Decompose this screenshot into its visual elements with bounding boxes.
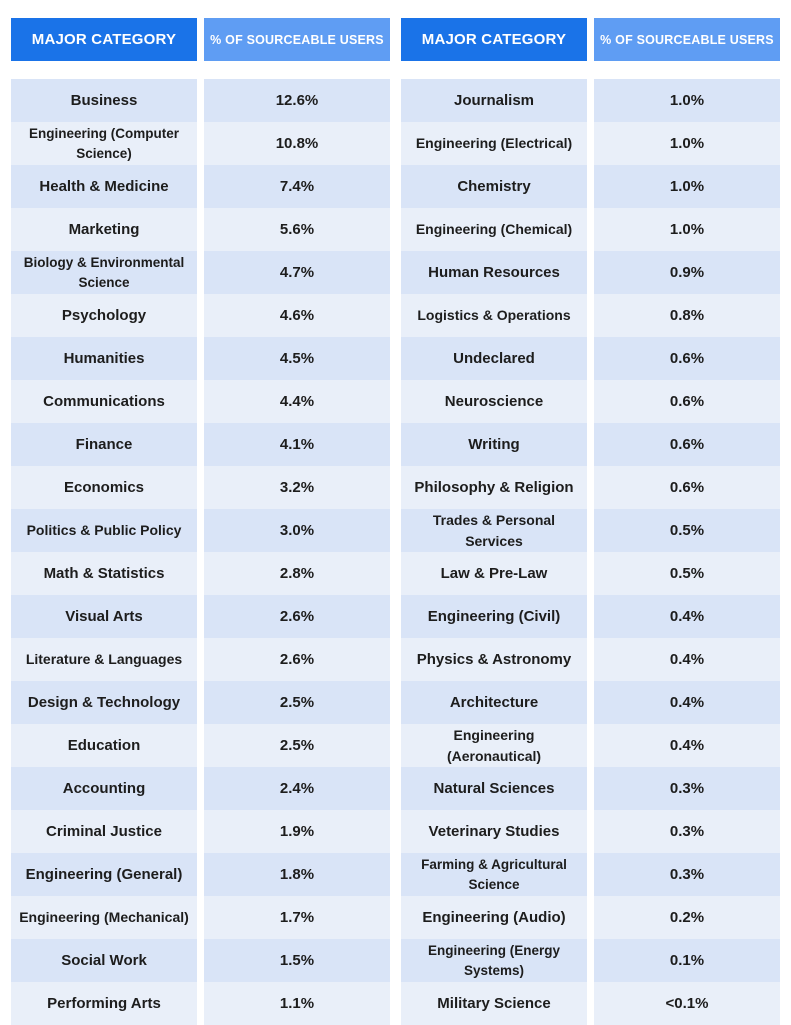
category-cell: Chemistry — [401, 165, 587, 208]
percent-cell: 0.5% — [594, 552, 780, 595]
category-cell: Farming & Agricultural Science — [401, 853, 587, 896]
category-cell: Performing Arts — [11, 982, 197, 1025]
category-cell: Biology & Environmental Science — [11, 251, 197, 294]
percent-cell: 0.6% — [594, 380, 780, 423]
table-row — [401, 423, 780, 466]
category-cell: Neuroscience — [401, 380, 587, 423]
percent-cell: 0.2% — [594, 896, 780, 939]
table-row — [401, 853, 780, 896]
table-row — [11, 208, 390, 251]
table-row — [401, 208, 780, 251]
category-cell: Social Work — [11, 939, 197, 982]
table-row — [11, 466, 390, 509]
category-cell: Criminal Justice — [11, 810, 197, 853]
table-row — [11, 810, 390, 853]
table-row — [401, 380, 780, 423]
percent-cell: 0.3% — [594, 767, 780, 810]
category-cell: Economics — [11, 466, 197, 509]
percent-cell: 2.6% — [204, 638, 390, 681]
table-row — [401, 294, 780, 337]
percent-cell: 1.0% — [594, 208, 780, 251]
table-row — [401, 337, 780, 380]
table-row — [11, 681, 390, 724]
table-row — [11, 423, 390, 466]
percent-cell: 1.1% — [204, 982, 390, 1025]
percent-cell: 4.4% — [204, 380, 390, 423]
category-cell: Politics & Public Policy — [11, 509, 197, 552]
table-row — [401, 939, 780, 982]
table-row — [11, 509, 390, 552]
table-row — [11, 337, 390, 380]
table-row — [401, 638, 780, 681]
table-row — [401, 509, 780, 552]
table-row — [401, 122, 780, 165]
percent-cell: 1.7% — [204, 896, 390, 939]
table-row — [401, 79, 780, 122]
category-cell: Psychology — [11, 294, 197, 337]
table-row — [11, 939, 390, 982]
table-row — [11, 380, 390, 423]
table-row — [11, 595, 390, 638]
category-cell: Undeclared — [401, 337, 587, 380]
percent-cell: 0.6% — [594, 423, 780, 466]
percent-cell: 4.1% — [204, 423, 390, 466]
category-cell: Physics & Astronomy — [401, 638, 587, 681]
percent-cell: 2.6% — [204, 595, 390, 638]
category-cell: Design & Technology — [11, 681, 197, 724]
percent-cell: 2.5% — [204, 724, 390, 767]
percent-cell: 1.5% — [204, 939, 390, 982]
percent-cell: 0.3% — [594, 853, 780, 896]
percent-cell: 0.9% — [594, 251, 780, 294]
category-header-right: MAJOR CATEGORY — [401, 18, 587, 61]
category-cell: Engineering (Energy Systems) — [401, 939, 587, 982]
category-cell: Engineering (General) — [11, 853, 197, 896]
category-cell: Military Science — [401, 982, 587, 1025]
percent-cell: 0.6% — [594, 466, 780, 509]
table-row — [11, 79, 390, 122]
category-cell: Engineering (Audio) — [401, 896, 587, 939]
table-row — [401, 165, 780, 208]
right-rows — [401, 79, 780, 1025]
category-cell: Architecture — [401, 681, 587, 724]
table-row — [11, 638, 390, 681]
category-cell: Engineering (Chemical) — [401, 208, 587, 251]
category-cell: Accounting — [11, 767, 197, 810]
percent-cell: 4.6% — [204, 294, 390, 337]
percent-cell: 0.4% — [594, 681, 780, 724]
table-row — [11, 896, 390, 939]
percent-cell: 0.5% — [594, 509, 780, 552]
percent-cell: 1.9% — [204, 810, 390, 853]
table-row — [401, 466, 780, 509]
category-cell: Engineering (Computer Science) — [11, 122, 197, 165]
percent-cell: 1.0% — [594, 122, 780, 165]
table-row — [401, 251, 780, 294]
percent-cell: 2.5% — [204, 681, 390, 724]
percent-cell: 10.8% — [204, 122, 390, 165]
percent-cell: 12.6% — [204, 79, 390, 122]
category-cell: Engineering (Electrical) — [401, 122, 587, 165]
category-cell: Literature & Languages — [11, 638, 197, 681]
category-cell: Engineering (Mechanical) — [11, 896, 197, 939]
percent-cell: 0.1% — [594, 939, 780, 982]
percent-cell: 4.7% — [204, 251, 390, 294]
percent-cell: 2.4% — [204, 767, 390, 810]
table-row — [11, 122, 390, 165]
percent-cell: 5.6% — [204, 208, 390, 251]
table-row — [401, 767, 780, 810]
table-row — [11, 165, 390, 208]
category-cell: Natural Sciences — [401, 767, 587, 810]
category-cell: Health & Medicine — [11, 165, 197, 208]
percent-cell: 0.8% — [594, 294, 780, 337]
table-row — [401, 724, 780, 767]
percent-cell: 1.0% — [594, 79, 780, 122]
percent-cell: 0.6% — [594, 337, 780, 380]
percent-cell: 2.8% — [204, 552, 390, 595]
category-cell: Finance — [11, 423, 197, 466]
category-cell: Humanities — [11, 337, 197, 380]
category-cell: Math & Statistics — [11, 552, 197, 595]
percent-cell: 3.0% — [204, 509, 390, 552]
table-row — [11, 724, 390, 767]
percent-header-right: % OF SOURCEABLE USERS — [594, 18, 780, 61]
table-row — [11, 294, 390, 337]
table-row — [401, 552, 780, 595]
percent-cell: 1.0% — [594, 165, 780, 208]
table-row — [11, 767, 390, 810]
left-table — [11, 18, 390, 1025]
table-row — [11, 552, 390, 595]
category-cell: Marketing — [11, 208, 197, 251]
category-cell: Veterinary Studies — [401, 810, 587, 853]
table-row — [11, 982, 390, 1025]
category-cell: Law & Pre-Law — [401, 552, 587, 595]
table-row — [401, 896, 780, 939]
category-cell: Engineering (Aeronautical) — [401, 724, 587, 767]
right-table — [401, 18, 780, 1025]
percent-cell: 4.5% — [204, 337, 390, 380]
left-rows — [11, 79, 390, 1025]
category-cell: Logistics & Operations — [401, 294, 587, 337]
table-row — [401, 681, 780, 724]
category-cell: Visual Arts — [11, 595, 197, 638]
category-header-left: MAJOR CATEGORY — [11, 18, 197, 61]
table-row — [401, 810, 780, 853]
category-cell: Education — [11, 724, 197, 767]
table-row — [11, 251, 390, 294]
category-cell: Trades & Personal Services — [401, 509, 587, 552]
percent-header-left: % OF SOURCEABLE USERS — [204, 18, 390, 61]
category-cell: Communications — [11, 380, 197, 423]
percent-cell: 0.3% — [594, 810, 780, 853]
table-row — [11, 853, 390, 896]
category-cell: Philosophy & Religion — [401, 466, 587, 509]
category-cell: Business — [11, 79, 197, 122]
percent-cell: 0.4% — [594, 595, 780, 638]
table-row — [401, 982, 780, 1025]
percent-cell: <0.1% — [594, 982, 780, 1025]
category-cell: Writing — [401, 423, 587, 466]
percent-cell: 0.4% — [594, 638, 780, 681]
percent-cell: 3.2% — [204, 466, 390, 509]
percent-cell: 1.8% — [204, 853, 390, 896]
percent-cell: 0.4% — [594, 724, 780, 767]
category-cell: Human Resources — [401, 251, 587, 294]
percent-cell: 7.4% — [204, 165, 390, 208]
category-cell: Engineering (Civil) — [401, 595, 587, 638]
category-cell: Journalism — [401, 79, 587, 122]
table-row — [401, 595, 780, 638]
